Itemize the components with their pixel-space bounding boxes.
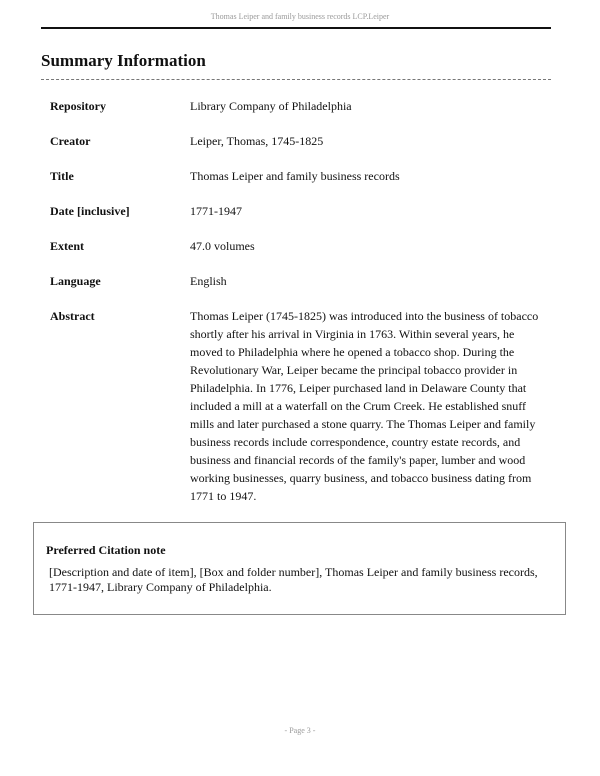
section-divider <box>41 79 551 80</box>
extent-row <box>50 237 540 255</box>
title-value: Thomas Leiper and family business records <box>190 169 400 183</box>
extent-value: 47.0 volumes <box>190 239 255 253</box>
running-header: Thomas Leiper and family business records LCP.Leiper <box>210 12 390 21</box>
abstract-value: Thomas Leiper (1745-1825) was introduced into the business of tobacco shortly after his arrival in Virginia in 1763. Within several years, he moved to Philadelphia where he opened a tobacco shop. During the Revolutionary War, Leiper became the principal tobacco provider in Philadelphia. In 1776, Leiper purchased land in Delaware County that included a mill at a waterfall on the Crum Creek. He established snuff mills and later purchased a stone quarry. The Thomas Leiper and family business records include correspondence, country estate records, and business and financial records of the family's paper, lumber and wood working businesses, quarry business, and tobacco business dating from 1771 to 1947. <box>190 309 539 503</box>
title-label: Title <box>50 169 74 183</box>
date-label: Date [inclusive] <box>50 204 130 218</box>
page-number: - Page 3 - <box>284 726 316 735</box>
abstract-row <box>50 307 540 505</box>
creator-label: Creator <box>50 134 91 148</box>
summary-table <box>50 97 540 522</box>
abstract-label: Abstract <box>50 309 95 323</box>
repository-label: Repository <box>50 99 106 113</box>
creator-row <box>50 132 540 150</box>
date-row <box>50 202 540 220</box>
language-value: English <box>190 274 227 288</box>
date-value: 1771-1947 <box>190 204 242 218</box>
language-row <box>50 272 540 290</box>
extent-label: Extent <box>50 239 84 253</box>
citation-box <box>33 522 566 615</box>
language-label: Language <box>50 274 101 288</box>
citation-title: Preferred Citation note <box>46 543 166 557</box>
title-row <box>50 167 540 185</box>
repository-row <box>50 97 540 115</box>
creator-value: Leiper, Thomas, 1745-1825 <box>190 134 324 148</box>
citation-text: [Description and date of item], [Box and folder number], Thomas Leiper and family business records, 1771-1947, Library Company of Philadelphia. <box>49 565 538 594</box>
repository-value: Library Company of Philadelphia <box>190 99 352 113</box>
header-rule <box>41 27 551 29</box>
section-title: Summary Information <box>41 51 206 70</box>
